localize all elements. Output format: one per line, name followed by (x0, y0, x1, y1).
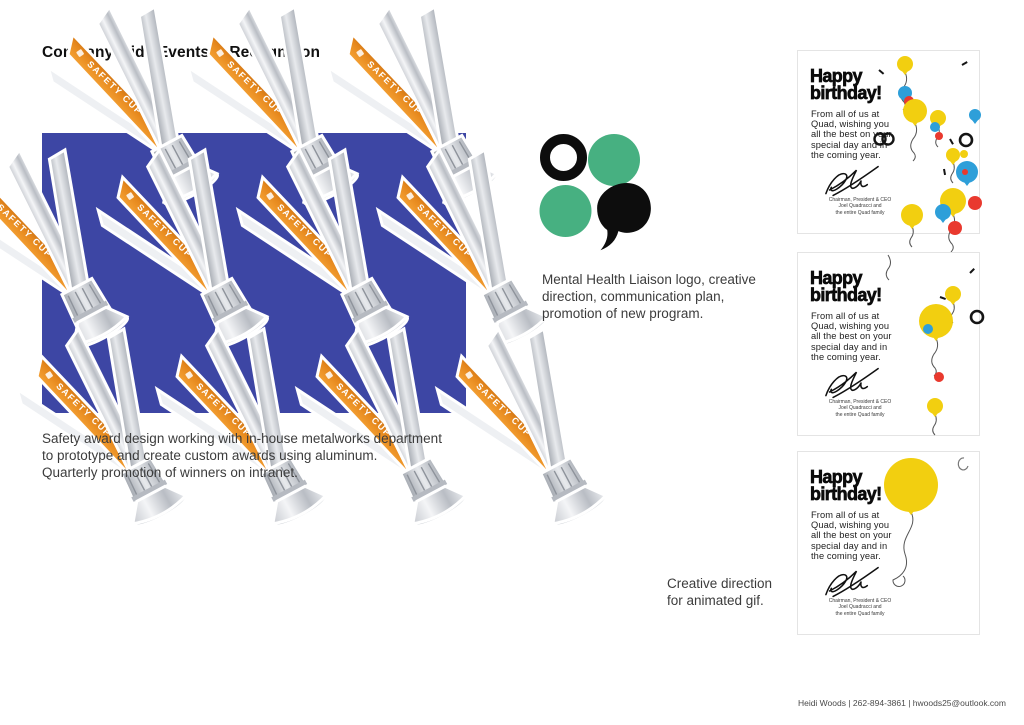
birthday-card-2 (797, 252, 980, 436)
balloon-icon (946, 148, 960, 162)
birthday-card-3 (797, 451, 980, 635)
birthday-card-1 (797, 50, 980, 234)
card-balloon-decorations (798, 51, 979, 233)
card-credit-text: Chairman, President & CEO Joel Quadracci and the entire Quad family (828, 598, 892, 617)
card-headline: Happy birthday! (810, 267, 882, 306)
logo-green-circle-top (588, 134, 640, 186)
balloon-icon (933, 337, 939, 341)
balloon-icon (903, 99, 927, 123)
balloon-icon (972, 120, 978, 124)
card-body-text: From all of us at Quad, wishing you all the best on your special day and in the coming year. (811, 311, 892, 362)
ring-icon (960, 134, 972, 146)
card-balloon-decorations (798, 253, 979, 435)
footer-contact: Heidi Woods | 262-894-3861 | hwoods25@outlook.com (797, 698, 1006, 708)
card-headline: Happy birthday! (810, 65, 882, 104)
balloon-icon (950, 301, 956, 305)
confetti-mark (958, 458, 968, 470)
caption-line: Mental Health Liaison logo, creative (542, 272, 756, 287)
caption-line: for animated gif. (667, 593, 764, 609)
balloon-icon (933, 414, 937, 435)
balloon-icon (951, 162, 955, 183)
balloon-icon (964, 182, 970, 186)
confetti-mark (962, 169, 968, 175)
balloon-icon (927, 398, 943, 414)
card-headline: Happy birthday! (810, 466, 882, 505)
confetti-mark (950, 139, 953, 144)
confetti-mark (934, 372, 944, 382)
caption-line: Safety award design working with in-house metalworks department (42, 431, 442, 446)
balloon-icon (950, 213, 956, 217)
card-credit-text: Chairman, President & CEO Joel Quadracci and the entire Quad family (828, 399, 892, 418)
caption-line: promotion of new program. (542, 306, 704, 322)
balloon-icon (893, 512, 913, 586)
balloon-icon (912, 122, 918, 126)
mental-health-caption (542, 271, 792, 322)
logo-comma-icon (597, 183, 651, 250)
balloon-icon (950, 161, 956, 165)
balloon-icon (940, 219, 946, 223)
ring-icon (971, 311, 983, 323)
confetti-mark (940, 297, 946, 299)
balloon-icon (911, 123, 917, 161)
confetti-mark (886, 255, 890, 280)
confetti-mark (962, 62, 967, 65)
balloon-icon (884, 458, 938, 512)
balloon-icon (932, 413, 938, 417)
balloon-icon (908, 511, 914, 515)
ring-icon (883, 134, 894, 145)
confetti-mark (930, 122, 940, 132)
safety-award-caption (42, 430, 492, 481)
balloon-icon (909, 225, 915, 229)
animated-gif-caption (667, 575, 787, 609)
balloon-icon (932, 338, 938, 376)
mental-health-liaison-logo (538, 132, 653, 252)
confetti-mark (968, 196, 982, 210)
caption-line: to prototype and create custom awards using aluminum. (42, 448, 378, 464)
confetti-mark (935, 132, 943, 140)
caption-line: direction, communication plan, (542, 289, 725, 305)
card-balloon-decorations (798, 452, 979, 634)
card-credit-text: Chairman, President & CEO Joel Quadracci and the entire Quad family (828, 197, 892, 216)
balloon-icon (945, 286, 961, 302)
confetti-mark (923, 324, 933, 334)
caption-line: Creative direction (667, 576, 773, 591)
balloon-icon (910, 226, 914, 247)
balloon-icon (901, 204, 923, 226)
logo-ring-icon (545, 139, 582, 176)
card-body-text: From all of us at Quad, wishing you all the best on your special day and in the coming year. (811, 510, 892, 561)
balloon-icon (969, 109, 981, 121)
confetti-mark (970, 269, 974, 273)
confetti-mark (879, 70, 884, 74)
balloon-icon (897, 56, 913, 72)
page-title: Company-wide Events & Recognition (42, 44, 321, 61)
card-body-text: From all of us at Quad, wishing you all the best on your special day and in the coming year. (811, 109, 892, 160)
balloon-icon (919, 304, 953, 338)
balloon-icon (935, 204, 951, 220)
balloon-icon (902, 71, 908, 75)
trophy-pattern-svg: SAFETY CUP (42, 133, 466, 413)
logo-green-circle-bottom (540, 185, 592, 237)
caption-line: Quarterly promotion of winners on intranet. (42, 465, 298, 481)
confetti-mark (944, 169, 945, 175)
confetti-mark (960, 150, 968, 158)
confetti-mark (948, 221, 962, 235)
